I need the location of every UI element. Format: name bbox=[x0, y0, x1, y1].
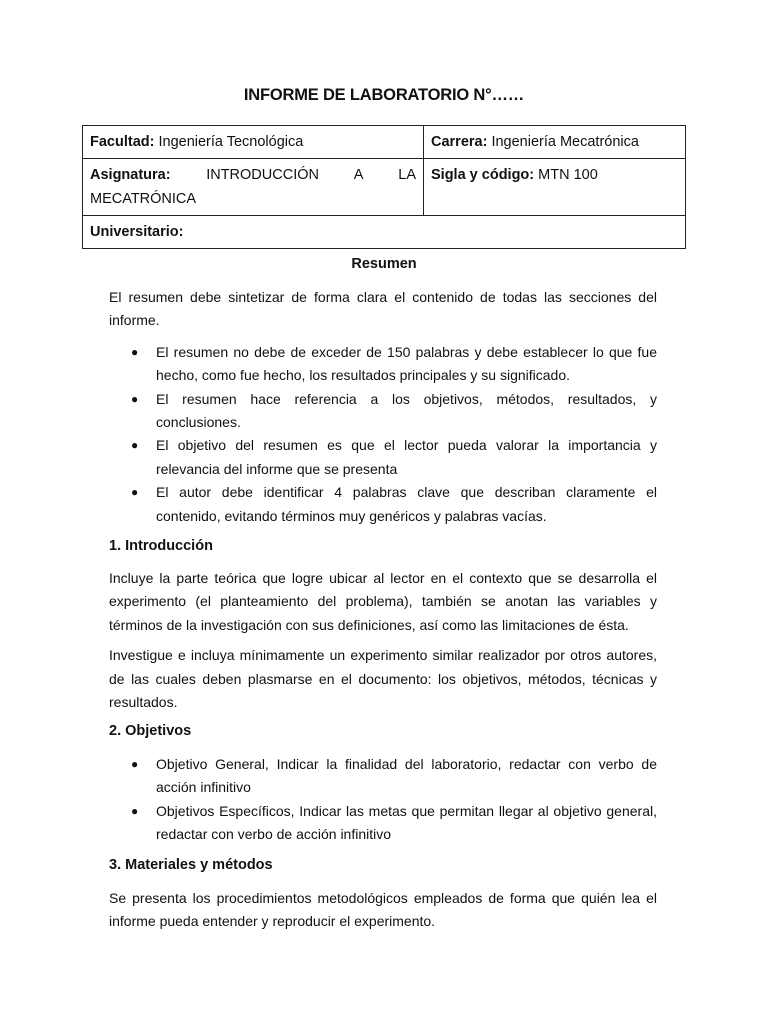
bullet-dot-icon: ● bbox=[131, 344, 139, 359]
introduccion-paragraph-1: Incluye la parte teórica que logre ubicar al lector en el contexto que se desarrolla el experimento (el planteamiento del problema), también se anotan las variables y términos de la investigación con sus definiciones, así como las limitaciones de ésta. bbox=[109, 570, 657, 633]
objetivos-bullets bbox=[109, 753, 657, 847]
universitario-label: Universitario: bbox=[90, 224, 184, 240]
list-item: ● El objetivo del resumen es que el lector pueda valorar la importancia y relevancia del informe que se presenta bbox=[109, 434, 657, 481]
sigla-value: MTN 100 bbox=[534, 167, 598, 183]
asignatura-cell bbox=[83, 159, 424, 216]
asignatura-value-1: INTRODUCCIÓN A LA bbox=[206, 167, 417, 183]
objetivos-body bbox=[109, 753, 657, 847]
materiales-heading: 3. Materiales y métodos bbox=[109, 857, 273, 873]
carrera-cell bbox=[424, 126, 686, 159]
bullet-dot-icon: ● bbox=[131, 757, 139, 771]
objetivos-heading: 2. Objetivos bbox=[109, 723, 192, 739]
sigla-cell bbox=[424, 159, 686, 216]
resumen-bullets bbox=[109, 341, 657, 528]
bullet-dot-icon: ● bbox=[131, 803, 139, 818]
bullet-dot-icon: ● bbox=[131, 438, 139, 453]
carrera-value: Ingeniería Mecatrónica bbox=[487, 134, 639, 150]
document-title: INFORME DE LABORATORIO N°…… bbox=[243, 86, 525, 104]
carrera-label: Carrera: bbox=[431, 134, 488, 150]
asignatura-line-1 bbox=[90, 163, 416, 187]
facultad-value: Ingeniería Tecnológica bbox=[154, 134, 304, 150]
sigla-label: Sigla y código: bbox=[431, 167, 535, 183]
list-item: ● El resumen hace referencia a los objetivos, métodos, resultados, y conclusiones. bbox=[109, 388, 657, 435]
bullet-dot-icon: ● bbox=[131, 391, 139, 406]
asignatura-value-2: MECATRÓNICA bbox=[90, 191, 197, 207]
list-item: ● Objetivo General, Indicar la finalidad del laboratorio, redactar con verbo de acción infinitivo bbox=[109, 753, 657, 800]
introduccion-paragraph-2: Investigue e incluya mínimamente un experimento similar realizador por otros autores, de las cuales deben plasmarse en el documento: los objetivos, métodos, técnicas y resultados. bbox=[109, 647, 657, 711]
universitario-cell bbox=[83, 216, 686, 249]
bullet-dot-icon: ● bbox=[131, 485, 139, 500]
info-row-3 bbox=[83, 216, 686, 249]
introduccion-body bbox=[109, 567, 657, 714]
info-table bbox=[82, 125, 686, 249]
facultad-label: Facultad: bbox=[90, 134, 155, 150]
info-row-2 bbox=[83, 159, 686, 216]
facultad-cell bbox=[83, 126, 424, 159]
resumen-intro: El resumen debe sintetizar de forma clara el contenido de todas las secciones del informe. bbox=[109, 289, 657, 329]
resumen-body bbox=[109, 286, 657, 528]
list-item: ● El resumen no debe de exceder de 150 palabras y debe establecer lo que fue hecho, como fue hecho, los resultados principales y su significado. bbox=[109, 341, 657, 388]
list-item: ● Objetivos Específicos, Indicar las metas que permitan llegar al objetivo general, redactar con verbo de acción infinitivo bbox=[109, 800, 657, 847]
info-row-1 bbox=[83, 126, 686, 159]
materiales-body bbox=[109, 887, 657, 934]
resumen-heading: Resumen bbox=[351, 256, 417, 272]
asignatura-label: Asignatura: bbox=[90, 167, 171, 183]
list-item: ● El autor debe identificar 4 palabras clave que describan claramente el contenido, evitando términos muy genéricos y palabras vacías. bbox=[109, 481, 657, 528]
introduccion-heading: 1. Introducción bbox=[109, 538, 213, 554]
materiales-paragraph: Se presenta los procedimientos metodológicos empleados de forma que quién lea el informe pueda entender y reproducir el experimento. bbox=[109, 890, 657, 930]
